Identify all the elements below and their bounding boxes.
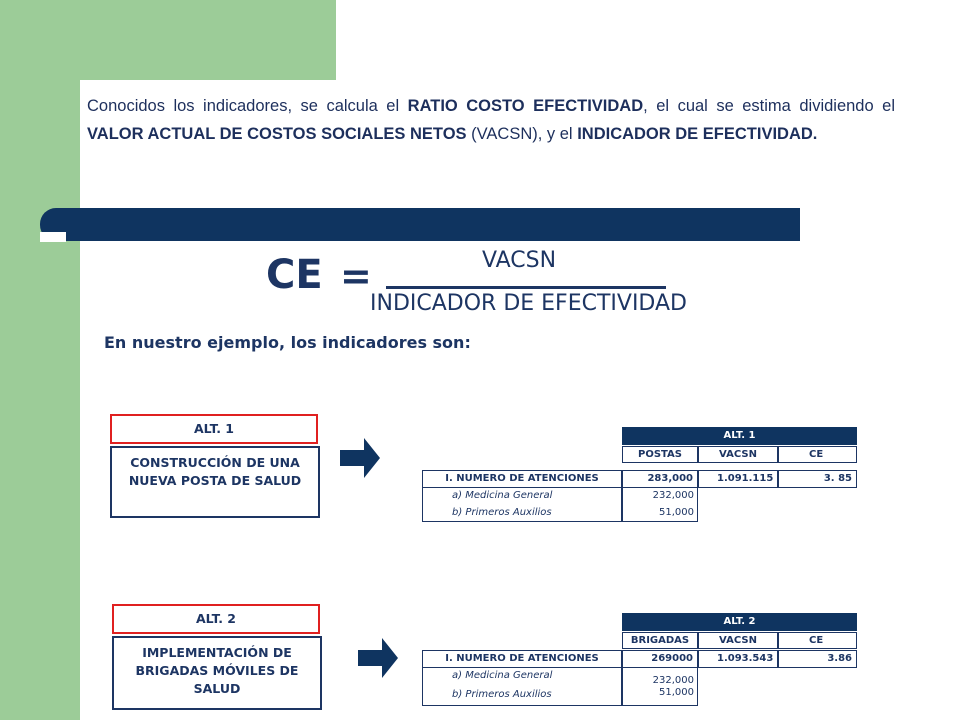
alt1-label: ALT. 1 <box>110 414 318 444</box>
alt1-main-label: I. NUMERO DE ATENCIONES <box>422 470 622 488</box>
alt1-sub-value-1: 232,000 <box>652 490 694 501</box>
fraction-line <box>386 286 666 289</box>
alt1-table-title: ALT. 1 <box>622 427 857 445</box>
alt2-main-ce: 3.86 <box>778 650 857 668</box>
navy-divider-bar <box>40 208 800 241</box>
alt1-col-vacsn: VACSN <box>698 446 778 463</box>
alt2-sub-label-2: b) Primeros Auxilios <box>452 689 552 700</box>
alt2-table-title: ALT. 2 <box>622 613 857 631</box>
alt2-main-label: I. NUMERO DE ATENCIONES <box>422 650 622 668</box>
example-text: En nuestro ejemplo, los indicadores son: <box>104 333 471 352</box>
alt2-main-vacsn: 1.093.543 <box>698 650 778 668</box>
alt1-col-ce: CE <box>778 446 857 463</box>
green-top-block <box>0 0 336 80</box>
alt2-col-ce: CE <box>778 632 857 649</box>
formula-lhs: CE <box>266 252 323 298</box>
alt1-sub-label-1: a) Medicina General <box>452 490 553 501</box>
intro-paragraph: Conocidos los indicadores, se calcula el RATIO COSTO EFECTIVIDAD, el cual se estima dividiendo el VALOR ACTUAL DE COSTOS SOCIALES NETOS (VACSN), y el INDICADOR DE EFECTIVIDAD. <box>87 97 895 143</box>
alt2-main-brigadas: 269000 <box>622 650 698 668</box>
alt2-sub-label-1: a) Medicina General <box>452 670 553 681</box>
formula-denominator: INDICADOR DE EFECTIVIDAD <box>370 291 687 316</box>
bar-notch <box>40 232 66 242</box>
formula-numerator: VACSN <box>482 248 557 273</box>
alt2-sub-value-1: 232,000 <box>652 675 694 686</box>
alt1-main-ce: 3. 85 <box>778 470 857 488</box>
arrow-right-icon <box>358 638 398 678</box>
alt2-description: IMPLEMENTACIÓN DE BRIGADAS MÓVILES DE SALUD <box>112 636 322 710</box>
arrow-right-icon <box>340 438 380 478</box>
alt2-sub-value-2: 51,000 <box>659 687 694 698</box>
alt1-sub-label-2: b) Primeros Auxilios <box>452 507 552 518</box>
formula-equals: = <box>340 254 372 298</box>
alt1-description: CONSTRUCCIÓN DE UNA NUEVA POSTA DE SALUD <box>110 446 320 518</box>
alt2-col-brigadas: BRIGADAS <box>622 632 698 649</box>
green-side-strip <box>0 0 80 720</box>
alt1-main-postas: 283,000 <box>622 470 698 488</box>
alt1-main-vacsn: 1.091.115 <box>698 470 778 488</box>
alt2-col-vacsn: VACSN <box>698 632 778 649</box>
alt1-col-postas: POSTAS <box>622 446 698 463</box>
alt1-sub-value-2: 51,000 <box>659 507 694 518</box>
alt2-label: ALT. 2 <box>112 604 320 634</box>
